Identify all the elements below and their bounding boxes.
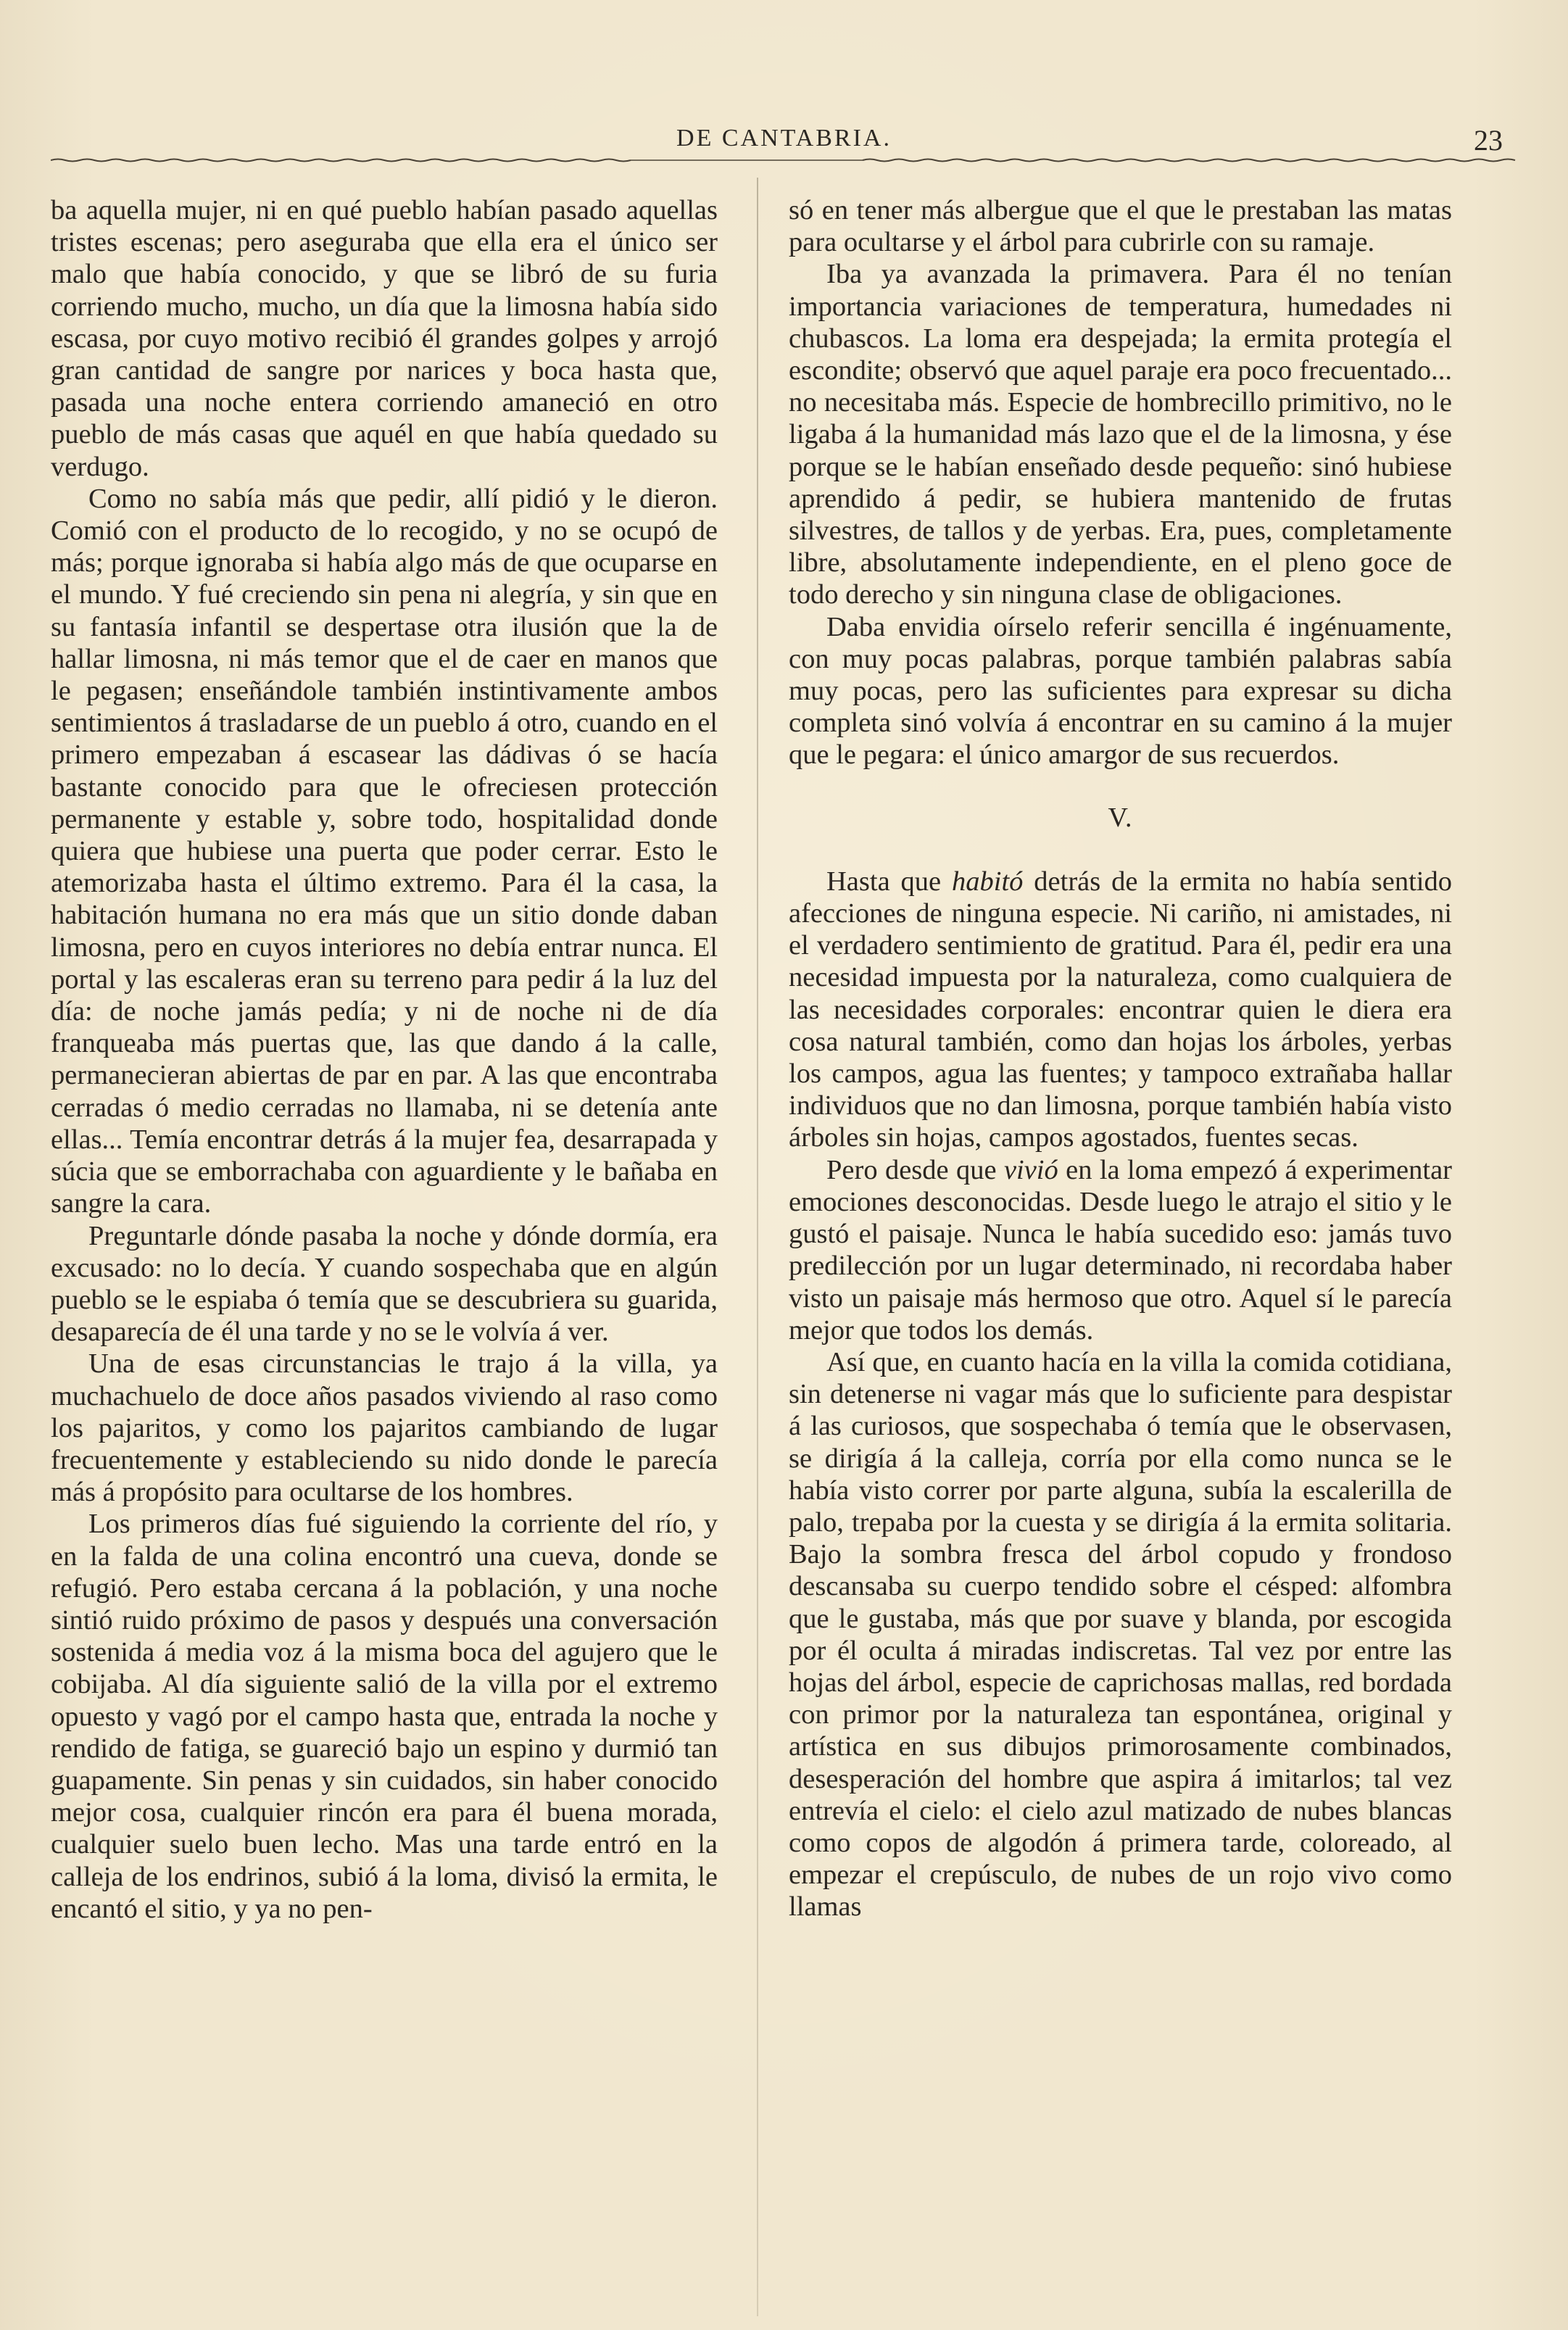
column-divider — [757, 178, 758, 2316]
paragraph-text: en la loma empezó á experimentar emociones desconocidas. Desde luego le atrajo el sitio y le gustó el paisaje. Nunca le había sucedido eso: jamás tuvo predilección por un lugar determinado, ni recordaba haber visto un paisaje más hermoso que otro. Aquel sí le parecía mejor que todos los demás. — [789, 1154, 1452, 1346]
paragraph-text: Hasta que — [826, 866, 952, 897]
paragraph — [789, 1154, 1452, 1346]
paragraph: Iba ya avanzada la primavera. Para él no tenían importancia variaciones de temperatura, humedades ni chubascos. La loma era despejada; la ermita protegía el escondite; observó que aquel paraje era poco frecuentado... no necesitaba más. Especie de hombrecillo primitivo, no le ligaba á la humanidad más lazo que el de la limosna, y ése porque se le habían enseñado desde pequeño: sinó hubiese aprendido á pedir, se hubiera mantenido de frutas silvestres, de tallos y de yerbas. Era, pues, completamente libre, absolutamente independiente, en el pleno goce de todo derecho y sin ninguna clase de obligaciones. — [789, 259, 1452, 610]
paragraph: Preguntarle dónde pasaba la noche y dónde dormía, era excusado: no lo decía. Y cuando sospechaba que en algún pueblo se le espiaba ó temía que se descubriera su guarida, desaparecía de él una tarde y no se le volvía á ver. — [51, 1220, 718, 1348]
paragraph: ba aquella mujer, ni en qué pueblo habían pasado aquellas tristes escenas; pero aseguraba que ella era el único ser malo que había conocido, y que se libró de su furia corriendo mucho, mucho, un día que la limosna había sido escasa, por cuyo motivo recibió él grandes golpes y arrojó gran cantidad de sangre por narices y boca hasta que, pasada una noche entera corriendo amaneció en otro pueblo de más casas que aquél en que había quedado su verdugo. — [51, 195, 718, 482]
left-text-column — [51, 194, 718, 1925]
header-ornamental-rule — [51, 158, 1517, 162]
paragraph: Así que, en cuanto hacía en la villa la comida cotidiana, sin detenerse ni vagar más que lo suficiente para despistar á las curiosos, que sospechaba ó temía que le observasen, se dirigía á la calleja, corría por ella como nunca se le había visto correr por parte alguna, subía la escalerilla de palo, trepaba por la cuesta y se dirigía á la ermita solitaria. Bajo la sombra fresca del árbol copudo y frondoso descansaba su cuerpo tendido sobre el césped: alfombra que le gustaba, más que por suave y blanda, por escogida por él oculta á miradas indiscretas. Tal vez por entre las hojas del árbol, especie de caprichosas mallas, red bordada con primor por la naturaleza tan espontánea, original y artística en sus dibujos primorosamente combinados, desesperación del hombre que aspira á imitarlos; tal vez entrevía el cielo: el cielo azul matizado de nubes blancas como copos de algodón á primera tarde, coloreado, al empezar el crepúsculo, de nubes de un rojo vivo como llamas — [789, 1346, 1452, 1923]
paragraph-text: detrás de la ermita no había sentido afecciones de ninguna especie. Ni cariño, ni amistades, ni el verdadero sentimiento de gratitud. Para él, pedir era una necesidad impuesta por la naturaleza, como cualquiera de las necesidades corporales: encontrar quien le diera era cosa natural también, como dan hojas los árboles, yerbas los campos, agua las fuentes; y tampoco extrañaba hallar individuos que no dan limosna, porque también había visto árboles sin hojas, campos agostados, fuentes secas. — [789, 866, 1452, 1153]
page-header — [51, 122, 1517, 165]
italic-word: habitó — [952, 866, 1024, 897]
page-number: 23 — [1474, 124, 1503, 157]
running-head: DE CANTABRIA. — [676, 125, 892, 152]
right-text-column — [789, 194, 1452, 1923]
paragraph-text: Pero desde que — [826, 1154, 1004, 1185]
paragraph: Los primeros días fué siguiendo la corriente del río, y en la falda de una colina encontró una cueva, donde se refugió. Pero estaba cercana á la población, y una noche sintió ruido próximo de pasos y después una conversación sostenida á media voz á la misma boca del agujero que le cobijaba. Al día siguiente salió de la villa por el extremo opuesto y vagó por el campo hasta que, entrada la noche y rendido de fatiga, se guareció bajo un espino y durmió tan guapamente. Sin penas y sin cuidados, sin haber conocido mejor cosa, cualquier rincón era para él buena morada, cualquier suelo buen lecho. Mas una tarde entró en la calleja de los endrinos, subió á la loma, divisó la ermita, le encantó el sitio, y ya no pen- — [51, 1509, 718, 1924]
italic-word: vivió — [1003, 1154, 1058, 1185]
paragraph: Una de esas circunstancias le trajo á la villa, ya muchachuelo de doce años pasados viviendo al raso como los pajaritos, y como los pajaritos cambiando de lugar frecuentemente y estableciendo su nido donde le parecía más á propósito para ocultarse de los hombres. — [51, 1348, 718, 1508]
section-heading: V. — [1108, 802, 1133, 833]
paragraph: só en tener más albergue que el que le prestaban las matas para ocultarse y el árbol para cubrirle con su ramaje. — [789, 195, 1452, 258]
paragraph: Como no sabía más que pedir, allí pidió y le dieron. Comió con el producto de lo recogido, y no se ocupó de más; porque ignoraba si había algo más de que ocuparse en el mundo. Y fué creciendo sin pena ni alegría, y sin que en su fantasía infantil se despertase otra ilusión que la de hallar limosna, ni más temor que el de caer en manos que le pegasen; enseñándole también instintivamente ambos sentimientos á trasladarse de un pueblo á otro, cuando en el primero empezaban á escasear las dádivas ó se hacía bastante conocido para que le ofreciesen protección permanente y estable y, sobre todo, hospitalidad donde quiera que hubiese una puerta que poder cerrar. Esto le atemorizaba hasta el último extremo. Para él la casa, la habitación humana no era más que un sitio donde daban limosna, pero en cuyos interiores no debía entrar nunca. El portal y las escaleras eran su terreno para pedir á la luz del día: de noche jamás pedía; y ni de noche ni de día franqueaba más puertas que, las que dando á la calle, permanecieran abiertas de par en par. A las que encontraba cerradas ó medio cerradas no llamaba, ni se detenía ante ellas... Temía encontrar detrás á la mujer fea, desarrapada y súcia que se emborrachaba con aguardiente y le bañaba en sangre la cara. — [51, 483, 718, 1219]
paragraph — [789, 866, 1452, 1154]
paragraph: Daba envidia oírselo referir sencilla é ingénuamente, con muy pocas palabras, porque también palabras sabía muy pocas, pero las suficientes para expresar su dicha completa sinó volvía á encontrar en su camino á la mujer que le pegara: el único amargor de sus recuerdos. — [789, 611, 1452, 771]
